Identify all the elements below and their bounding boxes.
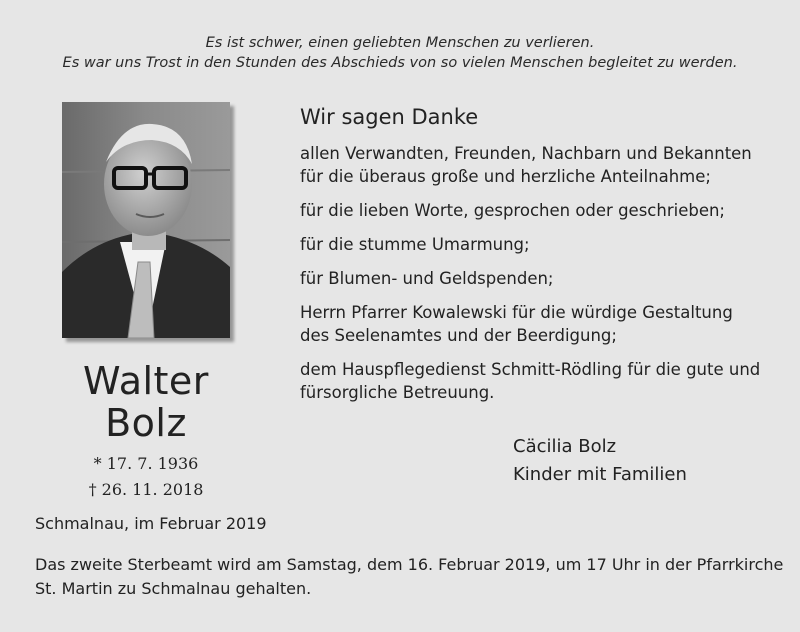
thanks-line: für die stumme Umarmung; xyxy=(300,235,530,254)
thanks-item xyxy=(300,267,770,290)
place-date: Schmalnau, im Februar 2019 xyxy=(35,514,267,533)
signer-line-1: Cäcilia Bolz xyxy=(513,436,617,457)
thanks-line: Herrn Pfarrer Kowalewski für die würdige Gestaltung xyxy=(300,303,733,322)
thanks-item xyxy=(300,301,770,347)
thanks-heading: Wir sagen Danke xyxy=(300,105,479,129)
thanks-line: für Blumen- und Geldspenden; xyxy=(300,269,554,288)
thanks-item xyxy=(300,142,770,188)
thanks-line: des Seelenamtes und der Beerdigung; xyxy=(300,326,617,345)
thanks-line: für die lieben Worte, gesprochen oder geschrieben; xyxy=(300,201,725,220)
signers xyxy=(513,433,687,489)
life-dates xyxy=(60,451,232,503)
deceased-first-name: Walter xyxy=(83,359,209,403)
opening-quote xyxy=(0,33,800,73)
death-date: † 26. 11. 2018 xyxy=(88,480,204,499)
thanks-item xyxy=(300,199,770,222)
notice-line-1: Das zweite Sterbeamt wird am Samstag, dem 16. Februar 2019, um 17 Uhr in der Pfarrkirche xyxy=(35,555,784,574)
thanks-line: fürsorgliche Betreuung. xyxy=(300,383,495,402)
memorial-notice xyxy=(35,553,784,601)
thanks-line: für die überaus große und herzliche Anteilnahme; xyxy=(300,167,711,186)
thanks-section xyxy=(300,104,770,415)
deceased-last-name: Bolz xyxy=(105,401,187,445)
thanks-item xyxy=(300,358,770,404)
birth-date: * 17. 7. 1936 xyxy=(93,454,199,473)
thanks-line: dem Hauspflegedienst Schmitt-Rödling für die gute und xyxy=(300,360,761,379)
portrait-photo xyxy=(62,102,230,338)
quote-line-1: Es ist schwer, einen geliebten Menschen zu verlieren. xyxy=(205,35,595,51)
thanks-line: allen Verwandten, Freunden, Nachbarn und Bekannten xyxy=(300,144,752,163)
thanks-item xyxy=(300,233,770,256)
signer-line-2: Kinder mit Familien xyxy=(513,464,687,485)
quote-line-2: Es war uns Trost in den Stunden des Abschieds von so vielen Menschen begleitet zu werden. xyxy=(62,55,738,71)
notice-line-2: St. Martin zu Schmalnau gehalten. xyxy=(35,579,312,598)
